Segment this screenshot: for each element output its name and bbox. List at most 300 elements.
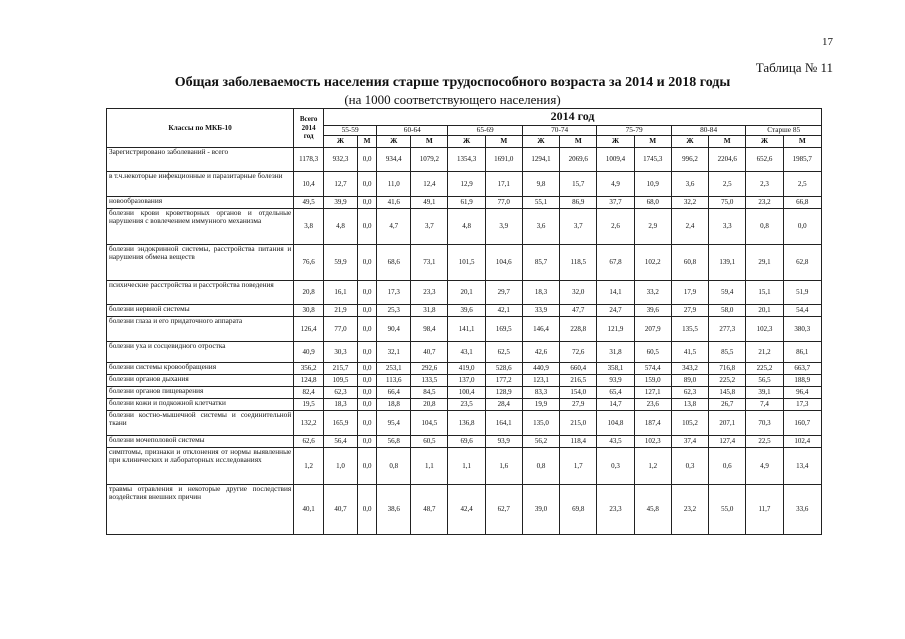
- row-label: болезни костно-мышечной системы и соединительной ткани: [107, 411, 294, 436]
- value-cell: 0,8: [746, 209, 783, 245]
- classes-header: Классы по МКБ-10: [107, 109, 294, 148]
- table-row: [107, 363, 822, 375]
- age-group-header: 70-74: [522, 126, 596, 136]
- row-label: в т.ч.некоторые инфекционные и паразитарные болезни: [107, 172, 294, 197]
- age-group-header: 55-59: [324, 126, 377, 136]
- sex-header: Ж: [746, 136, 783, 148]
- value-cell: 17,1: [485, 172, 522, 197]
- value-cell: 358,1: [597, 363, 634, 375]
- sex-header: Ж: [671, 136, 708, 148]
- value-cell: 55,1: [522, 197, 559, 209]
- value-cell: 37,4: [671, 436, 708, 448]
- value-cell: 0,3: [671, 448, 708, 485]
- value-cell: 419,0: [448, 363, 485, 375]
- value-cell: 0,0: [358, 411, 377, 436]
- value-cell: 68,0: [634, 197, 671, 209]
- value-cell: 67,8: [597, 245, 634, 281]
- value-cell: 56,4: [324, 436, 358, 448]
- table-row: [107, 342, 822, 363]
- sex-header: Ж: [448, 136, 485, 148]
- value-cell: 0,0: [358, 209, 377, 245]
- sex-header: М: [411, 136, 448, 148]
- value-cell: 343,2: [671, 363, 708, 375]
- value-cell: 160,7: [783, 411, 821, 436]
- value-cell: 2,9: [634, 209, 671, 245]
- value-cell: 56,2: [522, 436, 559, 448]
- value-cell: 70,3: [746, 411, 783, 436]
- value-cell: 0,3: [597, 448, 634, 485]
- value-cell: 215,7: [324, 363, 358, 375]
- value-cell: 0,0: [358, 363, 377, 375]
- value-cell: 3,7: [560, 209, 597, 245]
- value-cell: 39,0: [522, 485, 559, 535]
- value-cell: 356,2: [294, 363, 324, 375]
- value-cell: 1745,3: [634, 148, 671, 172]
- value-cell: 62,7: [485, 485, 522, 535]
- table-row: [107, 317, 822, 342]
- value-cell: 216,5: [560, 375, 597, 387]
- age-group-header: 60-64: [377, 126, 448, 136]
- value-cell: 32,0: [560, 281, 597, 305]
- row-label: болезни уха и сосцевидного отростка: [107, 342, 294, 363]
- value-cell: 20,8: [411, 399, 448, 411]
- value-cell: 126,4: [294, 317, 324, 342]
- value-cell: 68,6: [377, 245, 411, 281]
- table-row: [107, 399, 822, 411]
- value-cell: 3,8: [294, 209, 324, 245]
- value-cell: 0,0: [358, 448, 377, 485]
- sex-header: М: [358, 136, 377, 148]
- table-row: [107, 448, 822, 485]
- value-cell: 27,9: [671, 305, 708, 317]
- value-cell: 38,6: [377, 485, 411, 535]
- value-cell: 0,0: [358, 436, 377, 448]
- value-cell: 1,0: [324, 448, 358, 485]
- value-cell: 62,8: [783, 245, 821, 281]
- value-cell: 380,3: [783, 317, 821, 342]
- value-cell: 1985,7: [783, 148, 821, 172]
- value-cell: 61,9: [448, 197, 485, 209]
- value-cell: 1691,0: [485, 148, 522, 172]
- value-cell: 76,6: [294, 245, 324, 281]
- value-cell: 4,9: [746, 448, 783, 485]
- value-cell: 0,0: [358, 342, 377, 363]
- value-cell: 0,8: [522, 448, 559, 485]
- table-row: [107, 411, 822, 436]
- value-cell: 124,8: [294, 375, 324, 387]
- value-cell: 21,2: [746, 342, 783, 363]
- value-cell: 0,0: [358, 305, 377, 317]
- value-cell: 996,2: [671, 148, 708, 172]
- page-title: Общая заболеваемость населения старше трудоспособного возраста за 2014 и 2018 годы: [174, 75, 731, 90]
- value-cell: 1354,3: [448, 148, 485, 172]
- value-cell: 14,7: [597, 399, 634, 411]
- value-cell: 135,0: [522, 411, 559, 436]
- value-cell: 19,5: [294, 399, 324, 411]
- value-cell: 102,3: [746, 317, 783, 342]
- table-row: [107, 485, 822, 535]
- value-cell: 28,4: [485, 399, 522, 411]
- value-cell: 141,1: [448, 317, 485, 342]
- value-cell: 0,0: [358, 399, 377, 411]
- value-cell: 65,4: [597, 387, 634, 399]
- value-cell: 3,6: [522, 209, 559, 245]
- row-label: болезни нервной системы: [107, 305, 294, 317]
- value-cell: 716,8: [709, 363, 746, 375]
- value-cell: 20,1: [746, 305, 783, 317]
- value-cell: 3,7: [411, 209, 448, 245]
- value-cell: 1,7: [560, 448, 597, 485]
- value-cell: 84,5: [411, 387, 448, 399]
- value-cell: 56,8: [377, 436, 411, 448]
- value-cell: 15,7: [560, 172, 597, 197]
- value-cell: 934,4: [377, 148, 411, 172]
- value-cell: 39,6: [634, 305, 671, 317]
- sex-header: Ж: [597, 136, 634, 148]
- value-cell: 32,1: [377, 342, 411, 363]
- value-cell: 0,0: [783, 209, 821, 245]
- value-cell: 32,2: [671, 197, 708, 209]
- value-cell: 253,1: [377, 363, 411, 375]
- value-cell: 89,0: [671, 375, 708, 387]
- value-cell: 0,0: [358, 281, 377, 305]
- row-label: болезни мочеполовой системы: [107, 436, 294, 448]
- value-cell: 22,5: [746, 436, 783, 448]
- row-label: болезни крови кроветворных органов и отдельные нарушения с вовлечением иммунного механизма: [107, 209, 294, 245]
- value-cell: 0,0: [358, 485, 377, 535]
- value-cell: 118,4: [560, 436, 597, 448]
- value-cell: 660,4: [560, 363, 597, 375]
- value-cell: 104,5: [411, 411, 448, 436]
- row-label: Зарегистрировано заболеваний - всего: [107, 148, 294, 172]
- value-cell: 40,1: [294, 485, 324, 535]
- table-row: [107, 305, 822, 317]
- value-cell: 60,8: [671, 245, 708, 281]
- value-cell: 3,9: [485, 209, 522, 245]
- value-cell: 440,9: [522, 363, 559, 375]
- value-cell: 127,4: [709, 436, 746, 448]
- value-cell: 40,7: [411, 342, 448, 363]
- value-cell: 49,5: [294, 197, 324, 209]
- value-cell: 104,8: [597, 411, 634, 436]
- value-cell: 12,4: [411, 172, 448, 197]
- value-cell: 42,6: [522, 342, 559, 363]
- row-label: болезни системы кровообращения: [107, 363, 294, 375]
- table-row: [107, 375, 822, 387]
- value-cell: 145,8: [709, 387, 746, 399]
- value-cell: 0,0: [358, 317, 377, 342]
- value-cell: 102,2: [634, 245, 671, 281]
- value-cell: 0,0: [358, 172, 377, 197]
- value-cell: 30,8: [294, 305, 324, 317]
- value-cell: 15,1: [746, 281, 783, 305]
- value-cell: 23,6: [634, 399, 671, 411]
- value-cell: 932,3: [324, 148, 358, 172]
- value-cell: 21,9: [324, 305, 358, 317]
- value-cell: 11,7: [746, 485, 783, 535]
- value-cell: 165,9: [324, 411, 358, 436]
- value-cell: 574,4: [634, 363, 671, 375]
- value-cell: 29,7: [485, 281, 522, 305]
- value-cell: 18,3: [522, 281, 559, 305]
- value-cell: 42,4: [448, 485, 485, 535]
- value-cell: 23,5: [448, 399, 485, 411]
- value-cell: 113,6: [377, 375, 411, 387]
- value-cell: 85,5: [709, 342, 746, 363]
- value-cell: 17,3: [377, 281, 411, 305]
- value-cell: 2,5: [709, 172, 746, 197]
- value-cell: 39,1: [746, 387, 783, 399]
- year-header: 2014 год: [324, 109, 822, 126]
- value-cell: 128,9: [485, 387, 522, 399]
- value-cell: 118,5: [560, 245, 597, 281]
- row-label: болезни глаза и его придаточного аппарата: [107, 317, 294, 342]
- value-cell: 62,5: [485, 342, 522, 363]
- value-cell: 1,1: [448, 448, 485, 485]
- sex-header: М: [709, 136, 746, 148]
- value-cell: 83,3: [522, 387, 559, 399]
- value-cell: 30,3: [324, 342, 358, 363]
- row-label: травмы отравления и некоторые другие последствия воздействия внешних причин: [107, 485, 294, 535]
- value-cell: 207,9: [634, 317, 671, 342]
- value-cell: 277,3: [709, 317, 746, 342]
- value-cell: 62,3: [671, 387, 708, 399]
- sex-header: Ж: [522, 136, 559, 148]
- value-cell: 82,4: [294, 387, 324, 399]
- value-cell: 652,6: [746, 148, 783, 172]
- value-cell: 12,7: [324, 172, 358, 197]
- table-label: Таблица № 11: [755, 60, 833, 75]
- value-cell: 40,7: [324, 485, 358, 535]
- value-cell: 90,4: [377, 317, 411, 342]
- value-cell: 121,9: [597, 317, 634, 342]
- value-cell: 4,8: [324, 209, 358, 245]
- value-cell: 4,8: [448, 209, 485, 245]
- value-cell: 85,7: [522, 245, 559, 281]
- value-cell: 96,4: [783, 387, 821, 399]
- value-cell: 2069,6: [560, 148, 597, 172]
- value-cell: 1,2: [634, 448, 671, 485]
- value-cell: 177,2: [485, 375, 522, 387]
- value-cell: 60,5: [411, 436, 448, 448]
- value-cell: 69,8: [560, 485, 597, 535]
- value-cell: 4,7: [377, 209, 411, 245]
- value-cell: 1,2: [294, 448, 324, 485]
- value-cell: 72,6: [560, 342, 597, 363]
- value-cell: 77,0: [324, 317, 358, 342]
- value-cell: 23,2: [671, 485, 708, 535]
- value-cell: 0,0: [358, 375, 377, 387]
- value-cell: 16,1: [324, 281, 358, 305]
- value-cell: 2,6: [597, 209, 634, 245]
- row-label: симптомы, признаки и отклонения от нормы выявленные при клинических и лабораторных исследованиях: [107, 448, 294, 485]
- value-cell: 135,5: [671, 317, 708, 342]
- row-label: болезни эндокринной системы, расстройства питания и нарушения обмена веществ: [107, 245, 294, 281]
- value-cell: 132,2: [294, 411, 324, 436]
- value-cell: 100,4: [448, 387, 485, 399]
- value-cell: 1079,2: [411, 148, 448, 172]
- value-cell: 225,2: [746, 363, 783, 375]
- value-cell: 101,5: [448, 245, 485, 281]
- morbidity-table: [106, 108, 822, 535]
- value-cell: 27,9: [560, 399, 597, 411]
- value-cell: 4,9: [597, 172, 634, 197]
- value-cell: 93,9: [597, 375, 634, 387]
- value-cell: 23,3: [597, 485, 634, 535]
- value-cell: 20,1: [448, 281, 485, 305]
- row-label: болезни органов пищеварения: [107, 387, 294, 399]
- value-cell: 7,4: [746, 399, 783, 411]
- value-cell: 0,6: [709, 448, 746, 485]
- sex-header: Ж: [324, 136, 358, 148]
- sex-header: М: [560, 136, 597, 148]
- value-cell: 23,2: [746, 197, 783, 209]
- table-row: [107, 281, 822, 305]
- value-cell: 41,6: [377, 197, 411, 209]
- value-cell: 98,4: [411, 317, 448, 342]
- value-cell: 23,3: [411, 281, 448, 305]
- age-group-header: 75-79: [597, 126, 671, 136]
- value-cell: 663,7: [783, 363, 821, 375]
- value-cell: 33,2: [634, 281, 671, 305]
- value-cell: 0,0: [358, 197, 377, 209]
- value-cell: 29,1: [746, 245, 783, 281]
- value-cell: 127,1: [634, 387, 671, 399]
- value-cell: 1178,3: [294, 148, 324, 172]
- value-cell: 48,7: [411, 485, 448, 535]
- sex-header: М: [783, 136, 821, 148]
- value-cell: 95,4: [377, 411, 411, 436]
- table-row: [107, 172, 822, 197]
- value-cell: 154,0: [560, 387, 597, 399]
- value-cell: 58,0: [709, 305, 746, 317]
- value-cell: 164,1: [485, 411, 522, 436]
- value-cell: 102,4: [783, 436, 821, 448]
- value-cell: 60,5: [634, 342, 671, 363]
- value-cell: 39,9: [324, 197, 358, 209]
- value-cell: 13,4: [783, 448, 821, 485]
- value-cell: 207,1: [709, 411, 746, 436]
- value-cell: 18,3: [324, 399, 358, 411]
- value-cell: 93,9: [485, 436, 522, 448]
- value-cell: 75,0: [709, 197, 746, 209]
- value-cell: 62,6: [294, 436, 324, 448]
- value-cell: 31,8: [411, 305, 448, 317]
- value-cell: 49,1: [411, 197, 448, 209]
- value-cell: 43,1: [448, 342, 485, 363]
- value-cell: 2204,6: [709, 148, 746, 172]
- sex-header: М: [485, 136, 522, 148]
- value-cell: 12,9: [448, 172, 485, 197]
- value-cell: 3,6: [671, 172, 708, 197]
- value-cell: 187,4: [634, 411, 671, 436]
- value-cell: 47,7: [560, 305, 597, 317]
- row-label: болезни кожи и подкожной клетчатки: [107, 399, 294, 411]
- value-cell: 136,8: [448, 411, 485, 436]
- value-cell: 528,6: [485, 363, 522, 375]
- value-cell: 159,0: [634, 375, 671, 387]
- value-cell: 104,6: [485, 245, 522, 281]
- value-cell: 66,4: [377, 387, 411, 399]
- value-cell: 86,9: [560, 197, 597, 209]
- value-cell: 137,0: [448, 375, 485, 387]
- value-cell: 73,1: [411, 245, 448, 281]
- value-cell: 2,4: [671, 209, 708, 245]
- value-cell: 10,4: [294, 172, 324, 197]
- value-cell: 54,4: [783, 305, 821, 317]
- value-cell: 33,9: [522, 305, 559, 317]
- age-group-header: Старше 85: [746, 126, 822, 136]
- value-cell: 51,9: [783, 281, 821, 305]
- value-cell: 215,0: [560, 411, 597, 436]
- sex-header: Ж: [377, 136, 411, 148]
- value-cell: 33,6: [783, 485, 821, 535]
- value-cell: 1,1: [411, 448, 448, 485]
- value-cell: 105,2: [671, 411, 708, 436]
- value-cell: 59,4: [709, 281, 746, 305]
- table-row: [107, 387, 822, 399]
- value-cell: 43,5: [597, 436, 634, 448]
- value-cell: 9,8: [522, 172, 559, 197]
- value-cell: 13,8: [671, 399, 708, 411]
- total-header: Всего 2014 год: [294, 109, 324, 148]
- value-cell: 40,9: [294, 342, 324, 363]
- value-cell: 77,0: [485, 197, 522, 209]
- value-cell: 3,3: [709, 209, 746, 245]
- value-cell: 17,9: [671, 281, 708, 305]
- value-cell: 109,5: [324, 375, 358, 387]
- value-cell: 56,5: [746, 375, 783, 387]
- value-cell: 39,6: [448, 305, 485, 317]
- value-cell: 86,1: [783, 342, 821, 363]
- value-cell: 31,8: [597, 342, 634, 363]
- age-group-header: 65-69: [448, 126, 522, 136]
- value-cell: 0,0: [358, 387, 377, 399]
- value-cell: 41,5: [671, 342, 708, 363]
- value-cell: 19,9: [522, 399, 559, 411]
- value-cell: 0,0: [358, 245, 377, 281]
- value-cell: 14,1: [597, 281, 634, 305]
- page-number: 17: [822, 36, 833, 48]
- value-cell: 11,0: [377, 172, 411, 197]
- table-row: [107, 209, 822, 245]
- value-cell: 45,8: [634, 485, 671, 535]
- table-row: [107, 197, 822, 209]
- value-cell: 2,3: [746, 172, 783, 197]
- value-cell: 24,7: [597, 305, 634, 317]
- value-cell: 2,5: [783, 172, 821, 197]
- value-cell: 62,3: [324, 387, 358, 399]
- table-row: [107, 436, 822, 448]
- value-cell: 26,7: [709, 399, 746, 411]
- value-cell: 10,9: [634, 172, 671, 197]
- value-cell: 37,7: [597, 197, 634, 209]
- value-cell: 18,8: [377, 399, 411, 411]
- value-cell: 42,1: [485, 305, 522, 317]
- value-cell: 0,0: [358, 148, 377, 172]
- value-cell: 133,5: [411, 375, 448, 387]
- value-cell: 55,0: [709, 485, 746, 535]
- table-row: [107, 245, 822, 281]
- value-cell: 169,5: [485, 317, 522, 342]
- value-cell: 69,6: [448, 436, 485, 448]
- value-cell: 139,1: [709, 245, 746, 281]
- value-cell: 59,9: [324, 245, 358, 281]
- value-cell: 17,3: [783, 399, 821, 411]
- value-cell: 1,6: [485, 448, 522, 485]
- value-cell: 188,9: [783, 375, 821, 387]
- value-cell: 0,8: [377, 448, 411, 485]
